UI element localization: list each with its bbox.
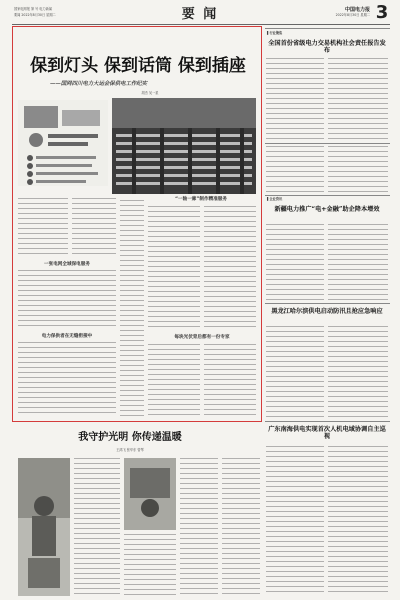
article-text-block: [266, 446, 324, 592]
article-text-block: [204, 344, 256, 416]
masthead-rule: [12, 24, 390, 25]
stadium-photo: [112, 98, 256, 194]
column-divider: [265, 421, 390, 422]
bottom-photo: [124, 458, 176, 530]
column-divider: [265, 195, 390, 196]
bottom-byline: 王鸿飞 张华东 曾琴: [116, 448, 144, 452]
worker-photo: [18, 458, 70, 596]
article-text-block: [266, 58, 324, 140]
article-text-block: [328, 224, 388, 300]
article-text-block: [18, 198, 68, 258]
main-byline: 胡杰 吴一星: [141, 91, 159, 95]
article-text-block: [74, 458, 120, 596]
article-text-block: [328, 146, 388, 192]
right-headline: 全国首份省级电力交易机构社会责任报告发布: [268, 40, 386, 55]
article-text-block: [266, 146, 324, 192]
column-divider: [265, 28, 390, 30]
column-label: ▌行业聚焦: [267, 31, 283, 35]
paper-name: 中国电力报: [344, 7, 370, 13]
article-text-block: [18, 342, 116, 416]
article-text-block: [148, 344, 200, 416]
article-text-block: [328, 446, 388, 592]
article-text-block: [180, 458, 218, 596]
article-text-block: [328, 58, 388, 140]
article-text-block: [266, 224, 324, 300]
article-text-block: [72, 198, 116, 258]
right-headline: 新疆电力推广“电+金融”助企降本增效: [274, 206, 380, 213]
column-divider: [265, 143, 390, 144]
right-headline: 广东南海供电实现首次人机电域协调自主巡视: [268, 426, 386, 441]
article-text-block: [328, 326, 388, 418]
column-label: ▌企业资讯: [267, 197, 283, 201]
date-line: 2022年8月30日 星期二: [335, 13, 370, 17]
article-text-block: [222, 458, 260, 596]
main-subheadline: ——国网四川电力大运会保供电工作纪实: [50, 81, 148, 87]
column-divider: [265, 303, 390, 304]
main-headline: 保到灯头 保到话筒 保到插座: [30, 56, 246, 76]
masthead-info-1: 国家电网报 第 号 电力新闻: [14, 7, 53, 11]
section-heading: 每块光伏背后都有一份专家: [174, 335, 230, 340]
article-text-block: [204, 206, 256, 330]
section-heading: 一张电网全城保电服务: [44, 262, 90, 267]
masthead-info-2: 要闻 2022年8月30日 星期二: [14, 13, 56, 17]
right-headline: 黑龙江哈尔滨供电启动防汛且抢应急响应: [271, 308, 383, 315]
page-number: 3: [375, 2, 389, 23]
section-heading: 电力保供者在无缝衔接中: [41, 334, 93, 339]
section-heading: “一轴一廊”制作精准服务: [175, 197, 227, 202]
infographic-illustration: [18, 100, 108, 186]
section-title: 要 闻: [181, 7, 219, 22]
article-text-block: [18, 270, 116, 328]
bottom-headline: 我守护光明 你传递温暖: [78, 432, 182, 443]
article-text-block: [124, 534, 176, 596]
article-text-block: [120, 200, 144, 416]
article-text-block: [148, 206, 200, 330]
article-text-block: [266, 326, 324, 418]
